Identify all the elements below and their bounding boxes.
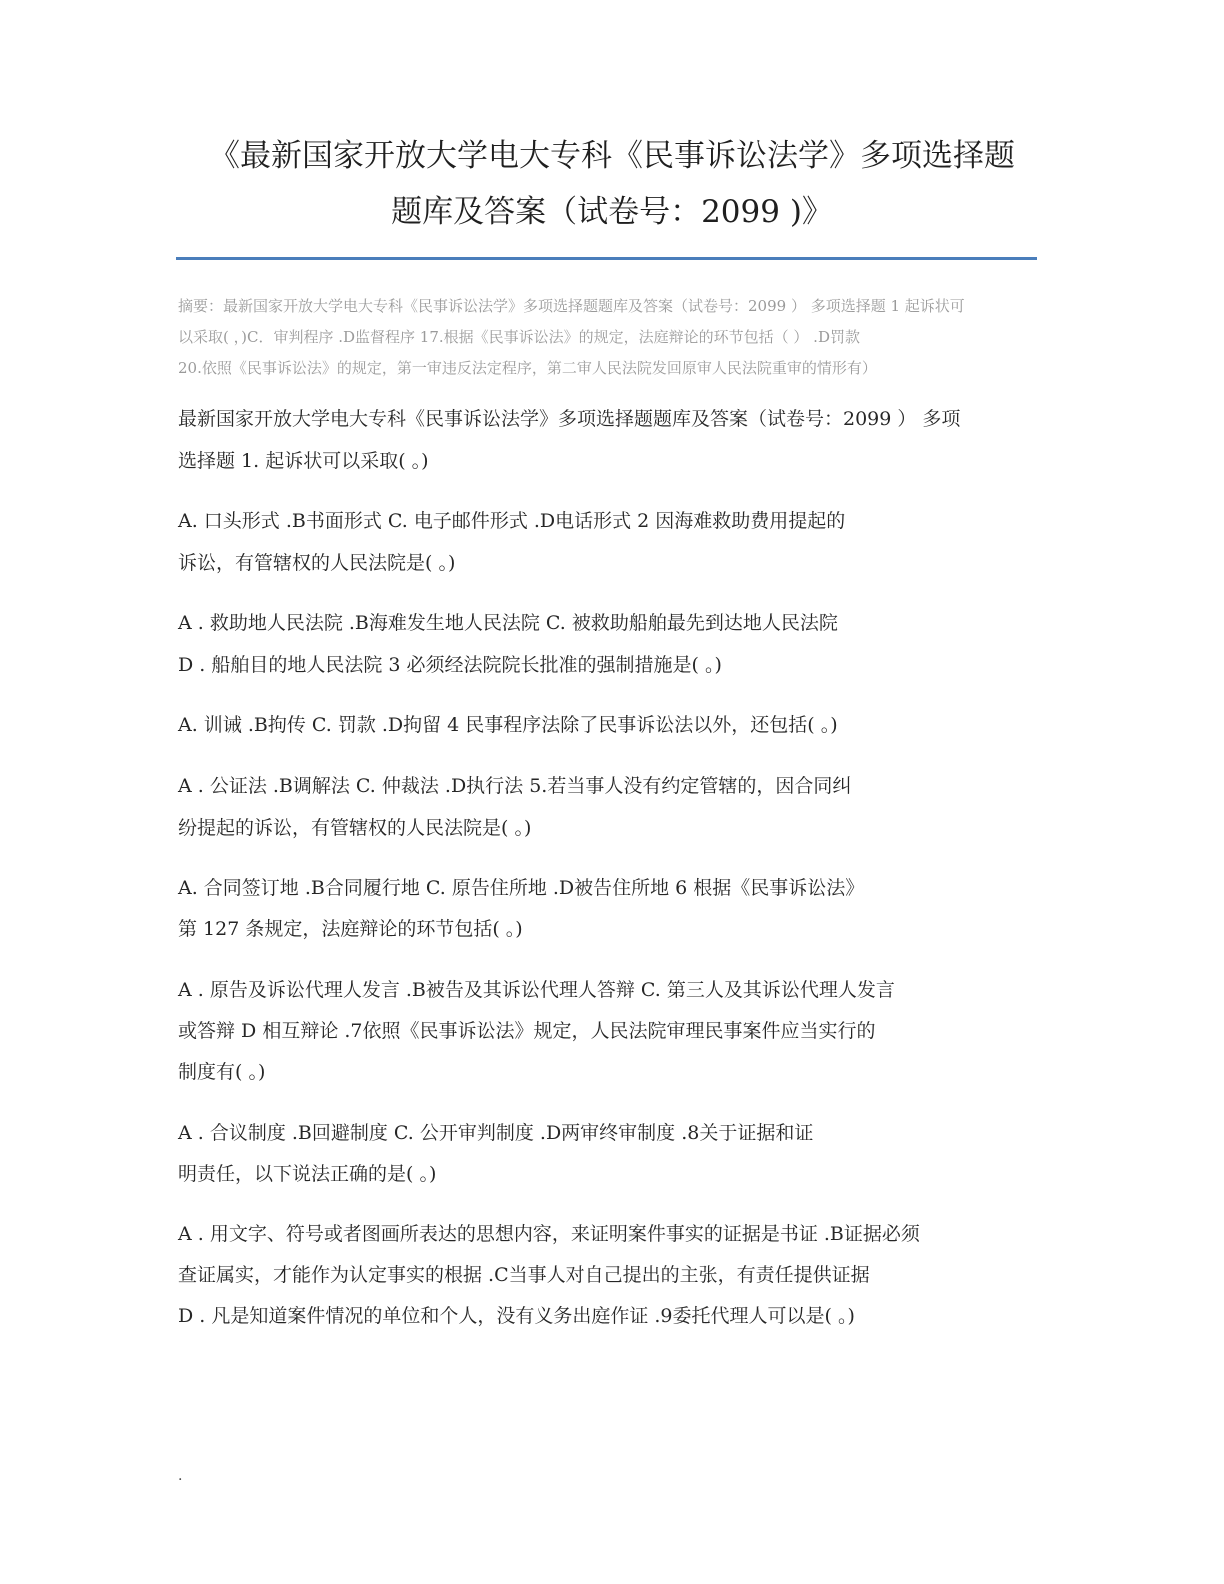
summary-line: 以采取( ，)C．审判程序 .D监督程序 17.根据《民事诉讼法》的规定，法庭辩论的环节包括（ ） .D罚款 bbox=[178, 328, 860, 346]
body-line: D . 船舶目的地人民法院 3 必须经法院院长批准的强制措施是( 。) bbox=[178, 654, 722, 676]
body-line: 制度有( 。) bbox=[178, 1061, 266, 1083]
body-line: 诉讼，有管辖权的人民法院是( 。) bbox=[178, 552, 456, 574]
body-line: 最新国家开放大学电大专科《民事诉讼法学》多项选择题题库及答案（试卷号：2099 ） 多项 bbox=[178, 408, 961, 430]
body-line: A. 训诫 .B拘传 C. 罚款 .D拘留 4 民事程序法除了民事诉讼法以外，还包括( 。) bbox=[178, 714, 838, 736]
body-line: D . 凡是知道案件情况的单位和个人，没有义务出庭作证 .9委托代理人可以是( 。) bbox=[178, 1305, 855, 1327]
body-line: A. 合同签订地 .B合同履行地 C. 原告住所地 .D被告住所地 6 根据《民事诉讼法》 bbox=[178, 877, 865, 899]
body-line: A. 口头形式 .B书面形式 C. 电子邮件形式 .D电话形式 2 因海难救助费用提起的 bbox=[178, 510, 846, 532]
title-divider bbox=[176, 257, 1037, 260]
body-line: 纷提起的诉讼，有管辖权的人民法院是( 。) bbox=[178, 817, 532, 839]
body-line: A . 公证法 .B调解法 C. 仲裁法 .D执行法 5.若当事人没有约定管辖的，因合同纠 bbox=[178, 775, 852, 797]
body-line: 或答辩 D 相互辩论 .7依照《民事诉讼法》规定，人民法院审理民事案件应当实行的 bbox=[178, 1020, 876, 1042]
body-line: A . 合议制度 .B回避制度 C. 公开审判制度 .D两审终审制度 .8关于证据和证 bbox=[178, 1122, 814, 1144]
summary-line: 摘要：最新国家开放大学电大专科《民事诉讼法学》多项选择题题库及答案（试卷号：2099 ） 多项选择题 1 起诉状可 bbox=[178, 297, 965, 315]
summary-line: 20.依照《民事诉讼法》的规定，第一审违反法定程序，第二审人民法院发回原审人民法院重审的情形有） bbox=[178, 359, 877, 377]
page-mark: . bbox=[178, 1468, 183, 1484]
body-line: A . 救助地人民法院 .B海难发生地人民法院 C. 被救助船舶最先到达地人民法院 bbox=[178, 612, 838, 634]
body-line: 第 127 条规定，法庭辩论的环节包括( 。) bbox=[178, 918, 523, 940]
body-line: A . 原告及诉讼代理人发言 .B被告及其诉讼代理人答辩 C. 第三人及其诉讼代理人发言 bbox=[178, 979, 895, 1001]
body-line: 明责任，以下说法正确的是( 。) bbox=[178, 1163, 437, 1185]
document-title-line-1: 《最新国家开放大学电大专科《民事诉讼法学》多项选择题 bbox=[209, 138, 1015, 174]
body-line: A . 用文字、符号或者图画所表达的思想内容，来证明案件事实的证据是书证 .B证据必须 bbox=[178, 1223, 920, 1245]
body-line: 查证属实，才能作为认定事实的根据 .C当事人对自己提出的主张，有责任提供证据 bbox=[178, 1264, 870, 1286]
body-line: 选择题 1. 起诉状可以采取( 。) bbox=[178, 450, 429, 472]
document-title-line-2: 题库及答案（试卷号：2099 )》 bbox=[391, 194, 833, 230]
